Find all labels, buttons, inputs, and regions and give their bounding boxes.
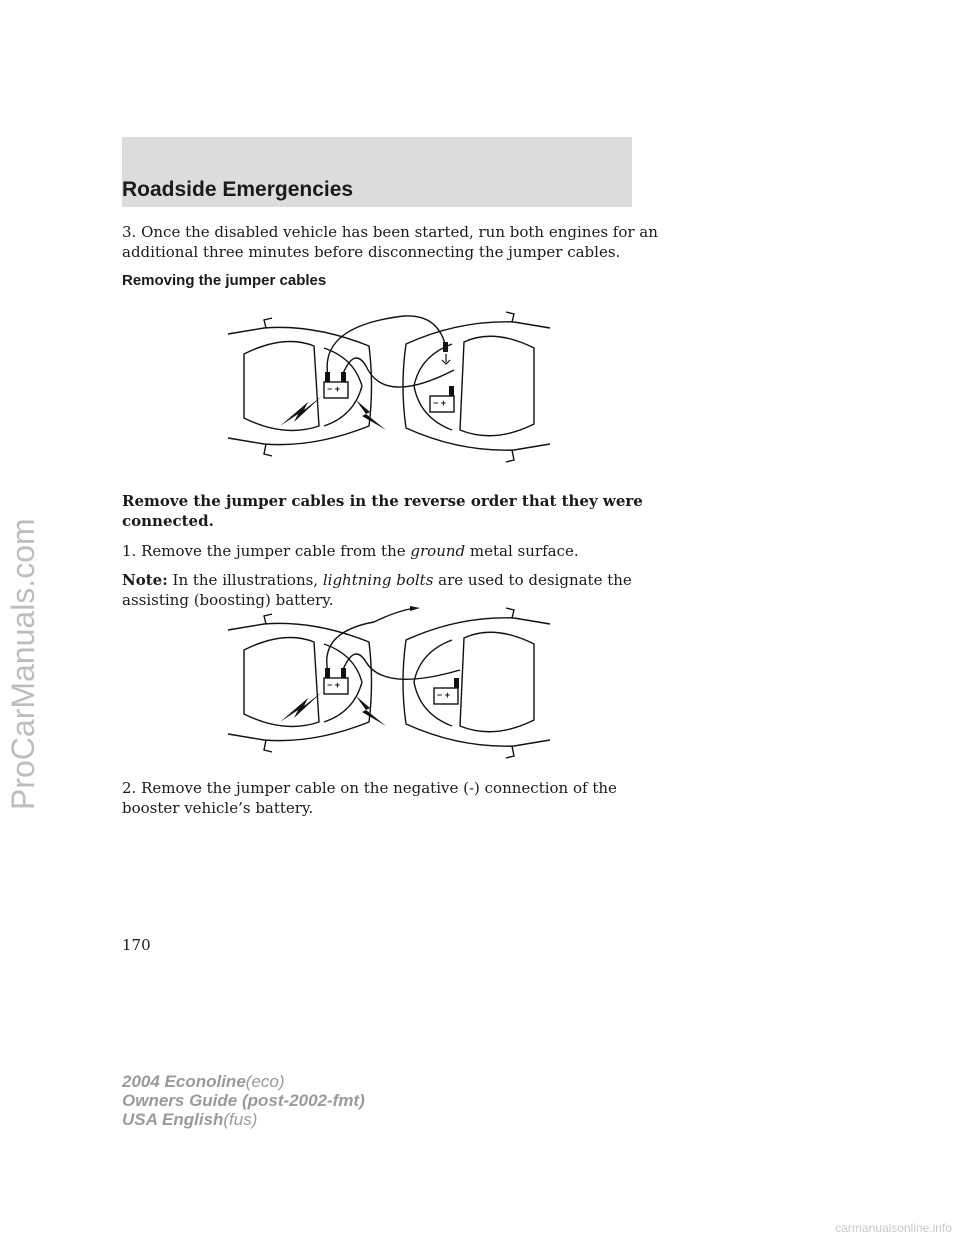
page-number: 170 <box>122 936 151 954</box>
footer-language: USA English <box>122 1110 224 1129</box>
reverse-order-paragraph <box>122 491 643 531</box>
left-vehicle-body <box>228 623 372 740</box>
clamp-icon <box>325 372 330 382</box>
loose-clamp-icon <box>410 606 420 611</box>
right-vehicle-body <box>403 618 550 746</box>
step-3-line-1: 3. Once the disabled vehicle has been started, run both engines for an <box>122 223 658 241</box>
left-battery-terminals: − + <box>327 384 341 394</box>
clamp-icon <box>325 668 330 678</box>
right-battery-icon <box>430 396 454 412</box>
lightning-bolt-icon <box>280 396 322 426</box>
left-mirror-top <box>264 614 272 624</box>
step-1-suffix: metal surface. <box>469 542 579 560</box>
right-battery-terminals: − + <box>437 690 451 700</box>
clamp-icon <box>454 678 459 688</box>
right-battery-icon <box>434 688 458 704</box>
left-vehicle-body <box>228 327 372 444</box>
note-italic: lightning bolts <box>322 571 434 589</box>
footer-block <box>122 1072 365 1129</box>
right-vehicle-windshield <box>460 336 534 436</box>
right-vehicle-windshield <box>460 632 534 732</box>
right-mirror-top <box>506 312 514 322</box>
clamp-icon <box>341 372 346 382</box>
cable-to-ground <box>327 316 446 376</box>
right-vehicle-hood-line <box>414 640 452 726</box>
right-mirror-bottom <box>506 746 514 758</box>
note-line-2: assisting (boosting) battery. <box>122 591 334 609</box>
section-title: Roadside Emergencies <box>122 178 354 201</box>
left-mirror-top <box>264 318 272 328</box>
left-vehicle-windshield <box>244 342 319 431</box>
left-mirror-bottom <box>264 444 272 456</box>
left-battery-icon <box>324 678 348 694</box>
left-battery-terminals: − + <box>327 680 341 690</box>
footer-model-code: (eco) <box>245 1072 285 1091</box>
jumper-cable-figure-1 <box>224 306 554 466</box>
ground-arrow-icon <box>442 354 450 364</box>
removing-cables-heading: Removing the jumper cables <box>122 272 327 289</box>
right-mirror-top <box>506 608 514 618</box>
left-battery-icon <box>324 382 348 398</box>
ground-clamp-icon <box>443 342 448 352</box>
right-mirror-bottom <box>506 450 514 462</box>
note-suffix: are used to designate the <box>438 571 632 589</box>
side-watermark <box>5 518 45 850</box>
left-vehicle-windshield <box>244 638 319 727</box>
step-1-ground: ground <box>410 542 466 560</box>
bottom-watermark: carmanualsonline.info <box>835 1221 952 1235</box>
note-label: Note: <box>122 571 168 589</box>
step-3-paragraph <box>122 222 658 262</box>
step-3-line-2: additional three minutes before disconnecting the jumper cables. <box>122 243 621 261</box>
right-vehicle-body <box>403 322 550 450</box>
clamp-icon <box>341 668 346 678</box>
clamp-icon <box>449 386 454 396</box>
lightning-bolt-icon <box>280 692 322 722</box>
note-prefix: In the illustrations, <box>172 571 319 589</box>
footer-language-code: (fus) <box>223 1110 258 1129</box>
step-2-line-1: 2. Remove the jumper cable on the negative (-) connection of the <box>122 779 617 797</box>
side-watermark-text: ProCarManuals.com <box>5 518 41 810</box>
reverse-order-line-2: connected. <box>122 512 214 530</box>
step-2-paragraph <box>122 778 632 818</box>
footer-guide: Owners Guide (post-2002-fmt) <box>122 1091 365 1110</box>
right-battery-terminals: − + <box>433 398 447 408</box>
left-mirror-bottom <box>264 740 272 752</box>
jumper-cable-figure-2 <box>224 602 554 762</box>
step-1-paragraph <box>122 541 632 561</box>
step-1-prefix: 1. Remove the jumper cable from the <box>122 542 406 560</box>
footer-model: 2004 Econoline <box>122 1072 246 1091</box>
reverse-order-line-1: Remove the jumper cables in the reverse order that they were <box>122 492 643 510</box>
cable-between-batteries <box>342 358 454 387</box>
step-2-line-2: booster vehicle’s battery. <box>122 799 314 817</box>
